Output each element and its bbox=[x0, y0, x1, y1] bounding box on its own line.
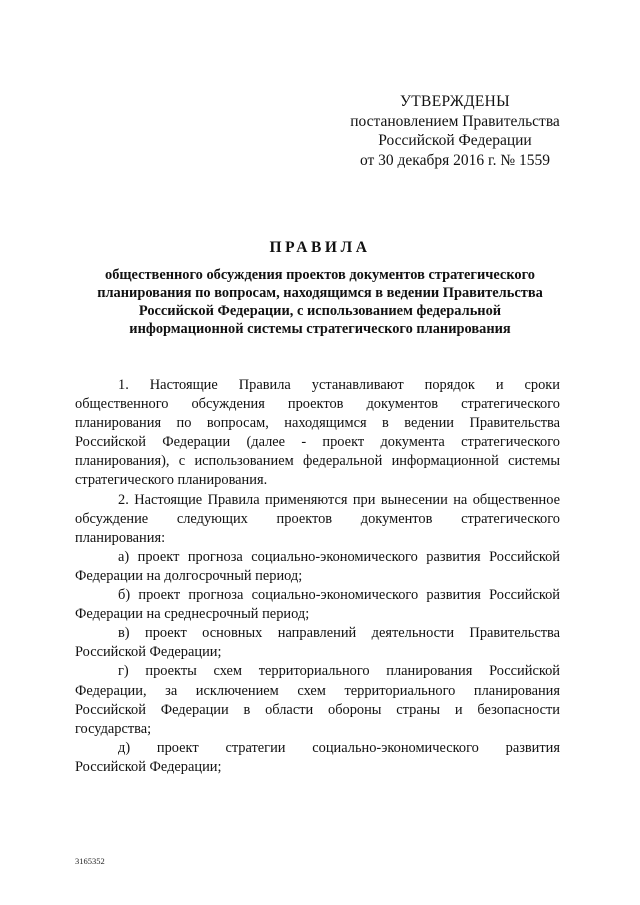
document-subtitle bbox=[60, 266, 580, 338]
paragraph bbox=[75, 491, 560, 548]
paragraph-line: планирования по вопросам, находящимся в ведении Правительства bbox=[75, 415, 560, 432]
subtitle-line: информационной системы стратегического планирования bbox=[129, 321, 511, 337]
paragraph-line: 1. Настоящие Правила устанавливают порядок и сроки bbox=[118, 377, 560, 393]
document-body bbox=[75, 376, 560, 777]
paragraph-line: Российской Федерации в области обороны страны и безопасности bbox=[75, 701, 560, 718]
paragraph-line: общественного обсуждения проектов документов стратегического bbox=[75, 396, 560, 413]
paragraph bbox=[75, 739, 560, 777]
approval-block bbox=[330, 92, 580, 170]
subtitle-line: общественного обсуждения проектов документов стратегического bbox=[105, 267, 535, 283]
approval-line-2: Российской Федерации bbox=[378, 132, 532, 149]
approval-line-1: постановлением Правительства bbox=[350, 112, 560, 130]
paragraph bbox=[75, 548, 560, 586]
paragraph-line: д) проект стратегии социально-экономического развития bbox=[118, 739, 560, 756]
paragraph-line: а) проект прогноза социально-экономического развития Российской bbox=[118, 548, 560, 565]
paragraph-line: г) проекты схем территориального планирования Российской bbox=[118, 663, 560, 680]
paragraph-line: планирования: bbox=[75, 529, 166, 546]
paragraph bbox=[75, 624, 560, 662]
paragraph-line: Федерации на долгосрочный период; bbox=[75, 567, 303, 584]
approval-heading: УТВЕРЖДЕНЫ bbox=[400, 93, 510, 110]
paragraph bbox=[75, 586, 560, 624]
paragraph-line: 2. Настоящие Правила применяются при вынесении на общественное bbox=[118, 491, 560, 508]
paragraph-line: Федерации на среднесрочный период; bbox=[75, 606, 310, 623]
paragraph bbox=[75, 662, 560, 738]
approval-line-3: от 30 декабря 2016 г. № 1559 bbox=[359, 151, 551, 169]
paragraph-line: в) проект основных направлений деятельности Правительства bbox=[118, 625, 560, 642]
paragraph bbox=[75, 376, 560, 491]
paragraph-line: планирования), с использованием федеральной информационной системы bbox=[75, 453, 560, 470]
paragraph-line: стратегического планирования. bbox=[75, 472, 268, 489]
paragraph-line: государства; bbox=[75, 720, 152, 737]
document-title: ПРАВИЛА bbox=[269, 239, 371, 256]
subtitle-line: планирования по вопросам, находящимся в ведении Правительства bbox=[97, 285, 543, 301]
paragraph-line: Федерации, за исключением схем территориального планирования bbox=[75, 682, 560, 699]
paragraph-line: Российской Федерации; bbox=[75, 644, 222, 661]
paragraph-line: Российской Федерации (далее - проект документа стратегического bbox=[75, 434, 560, 451]
paragraph-line: обсуждение следующих проектов документов стратегического bbox=[75, 510, 560, 527]
document-code: 3165352 bbox=[75, 856, 105, 866]
paragraph-line: б) проект прогноза социально-экономического развития Российской bbox=[118, 587, 560, 604]
subtitle-line: Российской Федерации, с использованием федеральной bbox=[138, 303, 502, 319]
paragraph-line: Российской Федерации; bbox=[75, 758, 222, 775]
